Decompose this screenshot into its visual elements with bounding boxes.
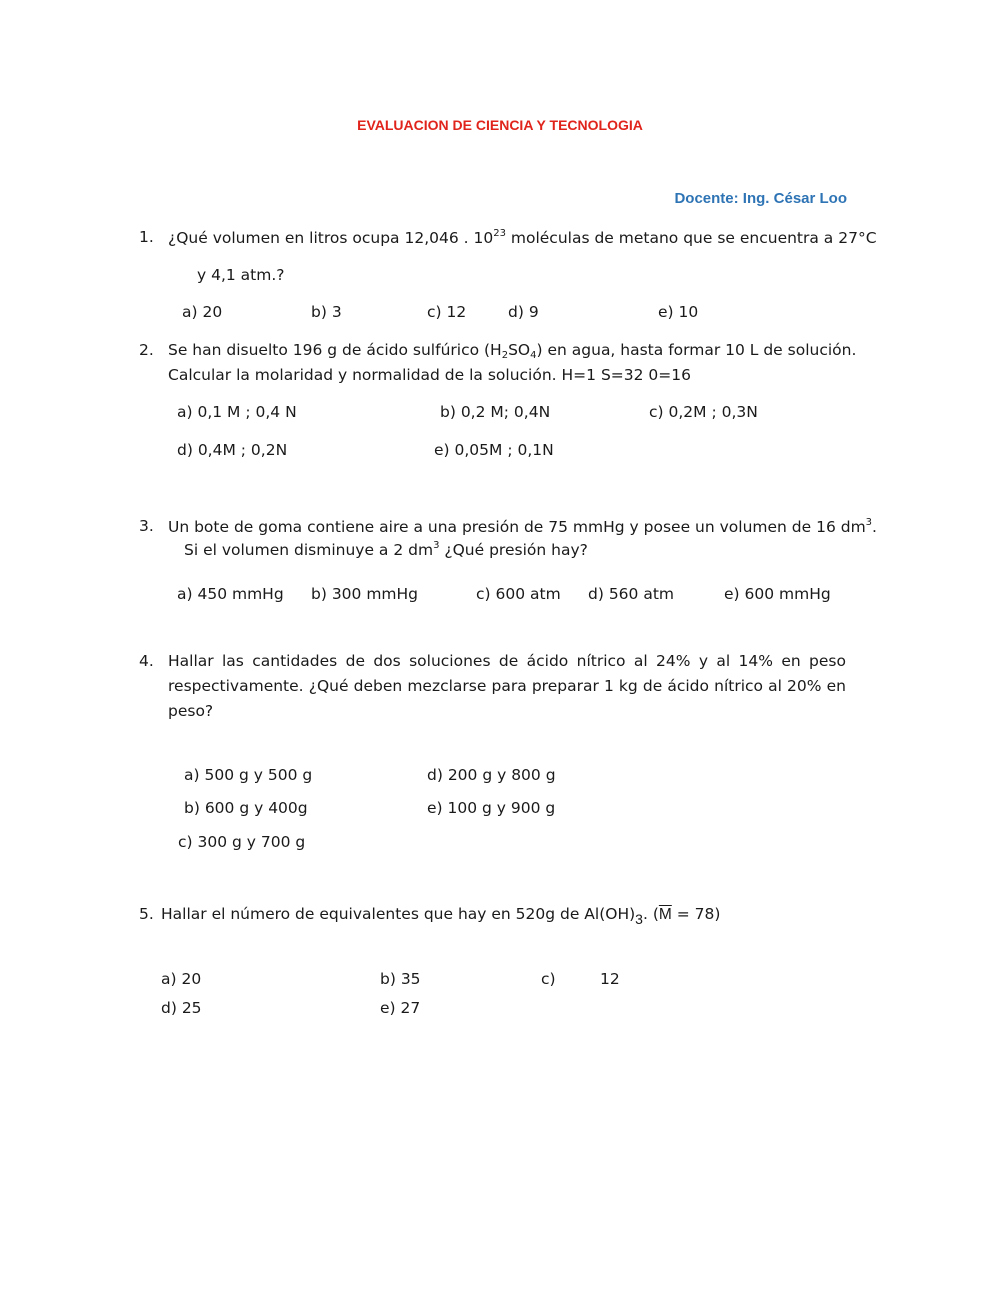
question-4-number: 4. [139, 652, 154, 670]
question-3-text-part: ¿Qué presión hay? [439, 541, 588, 559]
question-2-text-part: Se han disuelto 196 g de ácido sulfúrico (H [168, 341, 502, 359]
exponent: 23 [493, 228, 506, 239]
question-1-text [168, 228, 877, 247]
question-2-text [168, 341, 856, 361]
question-2-number: 2. [139, 341, 154, 359]
q2-option-a[interactable]: a) 0,1 M ; 0,4 N [177, 403, 297, 421]
q5-option-e[interactable]: e) 27 [380, 999, 421, 1017]
q2-option-b[interactable]: b) 0,2 M; 0,4N [440, 403, 551, 421]
question-4-line2: respectivamente. ¿Qué deben mezclarse para preparar 1 kg de ácido nítrico al 20% en [168, 677, 846, 695]
exponent: 3 [433, 540, 440, 551]
q4-option-e[interactable]: e) 100 g y 900 g [427, 799, 556, 817]
q3-option-e[interactable]: e) 600 mmHg [724, 585, 831, 603]
q3-option-c[interactable]: c) 600 atm [476, 585, 561, 603]
q1-option-c[interactable]: c) 12 [427, 303, 467, 321]
q5-option-c-label[interactable]: c) [541, 970, 556, 988]
subscript: 4 [530, 350, 537, 361]
question-2-text-part: ) en agua, hasta formar 10 L de solución. [536, 341, 857, 359]
q2-option-e[interactable]: e) 0,05M ; 0,1N [434, 441, 554, 459]
q4-option-c[interactable]: c) 300 g y 700 g [178, 833, 306, 851]
q3-option-d[interactable]: d) 560 atm [588, 585, 674, 603]
question-5-text [161, 905, 720, 927]
q3-option-a[interactable]: a) 450 mmHg [177, 585, 284, 603]
q4-option-d[interactable]: d) 200 g y 800 g [427, 766, 556, 784]
q1-option-e[interactable]: e) 10 [658, 303, 699, 321]
question-5-number: 5. [139, 905, 154, 923]
subscript: 3 [635, 911, 643, 927]
q1-option-b[interactable]: b) 3 [311, 303, 342, 321]
question-3-text [168, 517, 877, 536]
q3-option-b[interactable]: b) 300 mmHg [311, 585, 419, 603]
question-4-line1: Hallar las cantidades de dos soluciones de ácido nítrico al 24% y al 14% en peso [168, 652, 846, 670]
question-3-text-part: Un bote de goma contiene aire a una presión de 75 mmHg y posee un volumen de 16 dm [168, 518, 866, 536]
question-3-number: 3. [139, 517, 154, 535]
question-3-line2 [184, 540, 588, 559]
q5-option-c-value: 12 [600, 970, 620, 988]
question-1-text-part: ¿Qué volumen en litros ocupa 12,046 . 10 [168, 229, 494, 247]
q5-option-d[interactable]: d) 25 [161, 999, 202, 1017]
question-5-text-part: Hallar el número de equivalentes que hay en 520g de Al(OH) [161, 905, 636, 923]
question-3-text-part: . [872, 518, 877, 536]
question-5-text-part: . ( [642, 905, 659, 923]
q2-option-d[interactable]: d) 0,4M ; 0,2N [177, 441, 288, 459]
q4-option-b[interactable]: b) 600 g y 400g [184, 799, 308, 817]
question-5-text-part: = 78) [671, 905, 721, 923]
q5-option-a[interactable]: a) 20 [161, 970, 202, 988]
q1-option-d[interactable]: d) 9 [508, 303, 539, 321]
q4-option-a[interactable]: a) 500 g y 500 g [184, 766, 313, 784]
teacher-name: Docente: Ing. César Loo [674, 190, 847, 207]
question-1-text-part: moléculas de metano que se encuentra a 27°C [505, 229, 877, 247]
exponent: 3 [865, 517, 873, 528]
question-1-line2: y 4,1 atm.? [197, 266, 285, 284]
question-1-number: 1. [139, 228, 154, 246]
q5-option-b[interactable]: b) 35 [380, 970, 421, 988]
q1-option-a[interactable]: a) 20 [182, 303, 223, 321]
question-3-text-part: Si el volumen disminuye a 2 dm [184, 541, 434, 559]
page-title: EVALUACION DE CIENCIA Y TECNOLOGIA [357, 117, 643, 133]
question-4-line3: peso? [168, 702, 214, 720]
subscript: 2 [501, 350, 509, 361]
q2-option-c[interactable]: c) 0,2M ; 0,3N [649, 403, 758, 421]
question-2-line2: Calcular la molaridad y normalidad de la solución. H=1 S=32 0=16 [168, 366, 691, 384]
question-2-text-part: SO [508, 341, 531, 359]
molar-mass-symbol: $\overline{M}$ [658, 906, 672, 923]
